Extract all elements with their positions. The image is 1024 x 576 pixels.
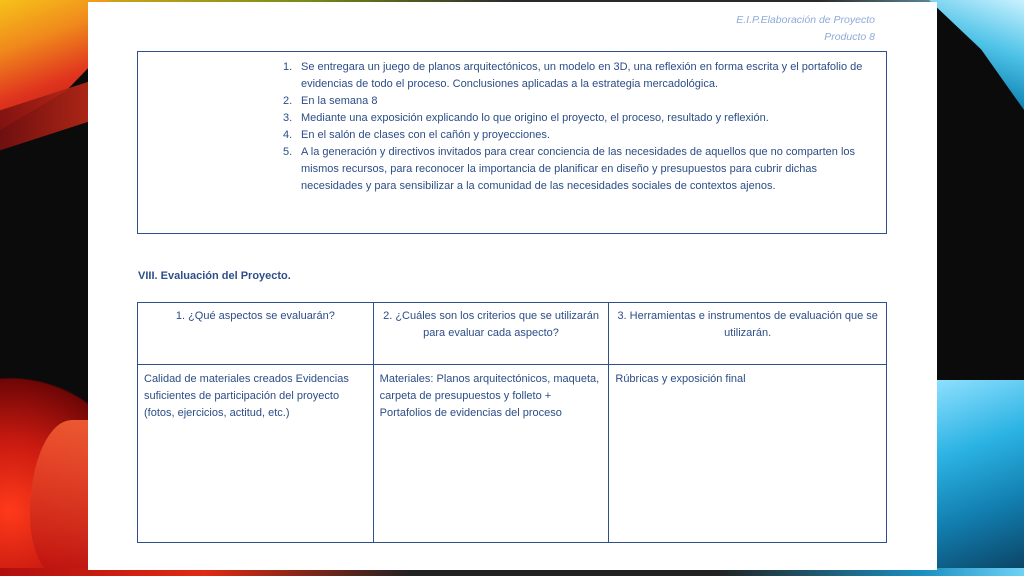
- table-header-aspects: 1. ¿Qué aspectos se evaluarán?: [138, 303, 374, 365]
- table-header-row: [138, 303, 887, 365]
- background-swoosh-right-bottom: [934, 380, 1024, 576]
- table-row: [138, 365, 887, 543]
- background-swoosh-right-top: [929, 0, 1024, 110]
- outcome-item: [283, 93, 878, 110]
- table-header-criteria: 2. ¿Cuáles son los criterios que se utilizarán para evaluar cada aspecto?: [373, 303, 609, 365]
- outcome-number: 3.: [283, 112, 293, 124]
- document-page: [88, 2, 937, 570]
- table-header-tools: 3. Herramientas e instrumentos de evaluación que se utilizarán.: [609, 303, 887, 365]
- outcome-item: [283, 110, 878, 127]
- outcome-number: 1.: [283, 61, 293, 73]
- header-title: E.I.P.Elaboración de Proyecto: [736, 14, 875, 26]
- header-subtitle: Producto 8: [824, 31, 875, 43]
- section-title: VIII. Evaluación del Proyecto.: [138, 270, 291, 282]
- outcome-number: 2.: [283, 95, 293, 107]
- outcome-item: [283, 59, 878, 93]
- outcome-item: [283, 127, 878, 144]
- outcome-text: A la generación y directivos invitados para crear conciencia de las necesidades de aquellos que no comparten los mismos recursos, para reconocer la importancia de planificar en diseño y presupuestos para cubrir dichas necesidades y para sensibilizar a la comunidad de las necesidades sociales de contextos ajenos.: [301, 146, 856, 192]
- outcomes-list: [283, 59, 878, 195]
- outcome-text: Mediante una exposición explicando lo que origino el proyecto, el proceso, resultado y reflexión.: [301, 112, 769, 124]
- outcome-text: En el salón de clases con el cañón y proyecciones.: [301, 129, 550, 141]
- outcomes-box: [137, 51, 887, 234]
- table-cell-aspects: Calidad de materiales creados Evidencias suficientes de participación del proyecto (fotos, ejercicios, actitud, etc.): [138, 365, 374, 543]
- outcome-number: 5.: [283, 146, 293, 158]
- outcome-item: [283, 144, 878, 195]
- outcome-number: 4.: [283, 129, 293, 141]
- page-header: [736, 12, 875, 46]
- outcome-text: Se entregara un juego de planos arquitectónicos, un modelo en 3D, una reflexión en forma escrita y el portafolio de evidencias de todo el proceso. Conclusiones aplicadas a la estrategia mercadológica.: [301, 61, 863, 90]
- table-cell-criteria: Materiales: Planos arquitectónicos, maqueta, carpeta de presupuestos y folleto + Portafolios de evidencias del proceso: [373, 365, 609, 543]
- outcome-text: En la semana 8: [301, 95, 378, 107]
- evaluation-table: [137, 302, 887, 543]
- table-cell-tools: Rúbricas y exposición final: [609, 365, 887, 543]
